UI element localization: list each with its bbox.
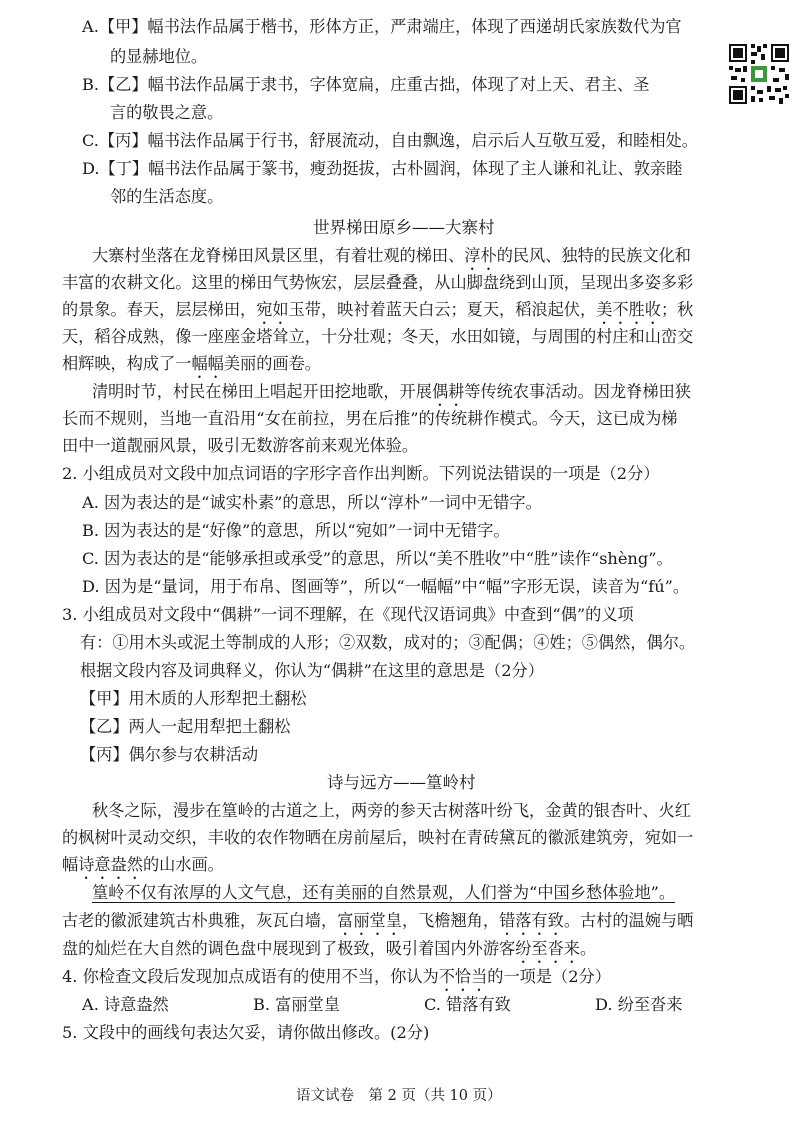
passage1-p2-line1: 清明时节，村民在梯田上唱起开田挖地歌，开展偶耕等传统农事活动。因龙脊梯田狭 — [92, 382, 691, 401]
dotted-word-wanru: 宛如 — [256, 300, 289, 319]
q1-option-c-line1: C.【丙】幅书法作品属于行书，舒展流动，自由飘逸，启示后人互敬互爱，和睦相处。 — [82, 131, 698, 150]
dotted-idiom-shiyianran: 诗意盎然 — [78, 855, 143, 874]
q1-option-d-line1: D.【丁】幅书法作品属于篆书，瘦劲挺拔，古朴圆润，体现了主人谦和礼让、敦亲睦 — [82, 159, 683, 178]
section-title-dazhai: 世界梯田原乡——大寨村 — [313, 218, 495, 237]
underlined-sentence: 篁岭不仅有浓厚的人文气息，还有美丽的自然景观，人们誉为“中国乡愁体验地”。 — [92, 883, 676, 902]
question-3-option-jia: 【甲】用木质的人形犁把土翻松 — [80, 689, 307, 708]
passage1-p2-line3: 田中一道靓丽风景，吸引无数游客前来观光体验。 — [62, 436, 419, 455]
passage2-line3: 幅诗意盎然的山水画。 — [62, 855, 224, 874]
page-footer: 语文试卷 第 2 页（共 10 页） — [296, 1088, 502, 1104]
q1-option-b-line1: B.【乙】幅书法作品属于隶书，字体宽扁，庄重古拙，体现了对上天、君主、圣 — [82, 75, 650, 94]
passage1-line4: 天，稻谷成熟，像一座座金塔耸立，十分壮观；冬天，水田如镜，与周围的村庄和山峦交 — [62, 327, 694, 346]
question-2-option-d: D. 因为是“量词，用于布帛、图画等”，所以“一幅幅”中“幅”字形无误，读音为“fú”。 — [82, 577, 690, 596]
dotted-idiom-fenzhitalai: 纷至沓来 — [515, 939, 580, 958]
question-4-stem: 4. 你检查文段后发现加点成语有的使用不当，你认为不恰当的一项是（2分） — [62, 967, 611, 986]
qr-code-icon — [727, 42, 791, 106]
question-2-stem: 2. 小组成员对文段中加点词语的字形字音作出判断。下列说法错误的一项是（2分） — [62, 464, 660, 483]
dotted-word-fufu: 幅幅 — [191, 354, 224, 373]
q1-option-b-line2: 言的敬畏之意。 — [110, 103, 224, 122]
question-4-option-a: A. 诗意盎然 — [82, 995, 169, 1014]
passage2-line2: 的枫树叶灵动交织，丰收的农作物晒在房前屋后，映衬在青砖黛瓦的徽派建筑旁，宛如一 — [62, 828, 694, 847]
question-2-option-c: C. 因为表达的是“能够承担或承受”的意思，所以“美不胜收”中“胜”读作“shèng”。 — [82, 549, 673, 568]
dotted-idiom-fulitanghuang: 富丽堂皇 — [337, 911, 402, 930]
dotted-idiom-cuoluoyouzhi: 错落有致 — [499, 911, 564, 930]
q1-option-a-line1: A.【甲】幅书法作品属于楷书，形体方正，严肃端庄，体现了西递胡氏家族数代为官 — [82, 17, 682, 36]
passage1-line2: 丰富的农耕文化。这里的梯田气势恢宏，层层叠叠，从山脚盘绕到山顶，呈现出多姿多彩 — [62, 273, 694, 292]
question-4-option-c: C. 错落有致 — [424, 995, 511, 1014]
passage1-line3: 的景象。春天，层层梯田，宛如玉带，映衬着蓝天白云；夏天，稻浪起伏，美不胜收；秋 — [62, 300, 694, 319]
dotted-word-meibushengshou: 美不胜收 — [596, 300, 661, 319]
question-5-stem: 5. 文段中的画线句表达欠妥，请你做出修改。(2分) — [62, 1023, 430, 1042]
dotted-word-chunpu: 淳朴 — [464, 246, 497, 265]
question-4-option-b: B. 富丽堂皇 — [253, 995, 340, 1014]
question-2-option-b: B. 因为表达的是“好像”的意思，所以“宛如”一词中无错字。 — [82, 521, 510, 540]
question-3-stem-line3: 根据文段内容及词典释义，你认为“偶耕”在这里的意思是（2分） — [80, 661, 544, 680]
question-2-option-a: A. 因为表达的是“诚实朴素”的意思，所以“淳朴”一词中无错字。 — [82, 493, 542, 512]
dotted-word-ougeng: 偶耕 — [431, 382, 465, 401]
q1-option-d-line2: 邻的生活态度。 — [110, 187, 224, 206]
question-3-stem-line1: 3. 小组成员对文段中“偶耕”一词不理解，在《现代汉语词典》中查到“偶”的义项 — [62, 605, 634, 624]
section-title-huangling: 诗与远方——篁岭村 — [327, 773, 476, 792]
passage2-underlined-sentence — [92, 882, 675, 904]
question-3-option-bing: 【丙】偶尔参与农耕活动 — [80, 745, 259, 764]
passage1-line5: 相辉映，构成了一幅幅美丽的画卷。 — [62, 354, 321, 373]
passage2-p2-line2: 古老的徽派建筑古朴典雅，灰瓦白墙，富丽堂皇，飞檐翘角，错落有致。古村的温婉与晒 — [62, 911, 694, 930]
question-4-option-d: D. 纷至沓来 — [595, 995, 683, 1014]
passage1-p2-line2: 长而不规则，当地一直沿用“女在前拉，男在后推”的传统耕作模式。今天，这已成为梯 — [62, 409, 678, 428]
question-3-option-yi: 【乙】两人一起用犁把土翻松 — [80, 717, 291, 736]
passage2-p2-line3: 盘的灿烂在大自然的调色盘中展现到了极致，吸引着国内外游客纷至沓来。 — [62, 939, 597, 958]
q1-option-a-line2: 的显赫地位。 — [110, 47, 208, 66]
dotted-word-buqiadang: 不恰当 — [438, 967, 488, 986]
question-3-stem-line2: 有：①用木头或泥土等制成的人形；②双数，成对的；③配偶；④姓；⑤偶然，偶尔。 — [80, 633, 696, 652]
passage2-line1: 秋冬之际，漫步在篁岭的古道之上，两旁的参天古树落叶纷飞，金黄的银杏叶、火红 — [92, 801, 691, 820]
passage1-line1: 大寨村坐落在龙脊梯田风景区里，有着壮观的梯田、淳朴的民风、独特的民族文化和 — [92, 246, 691, 265]
